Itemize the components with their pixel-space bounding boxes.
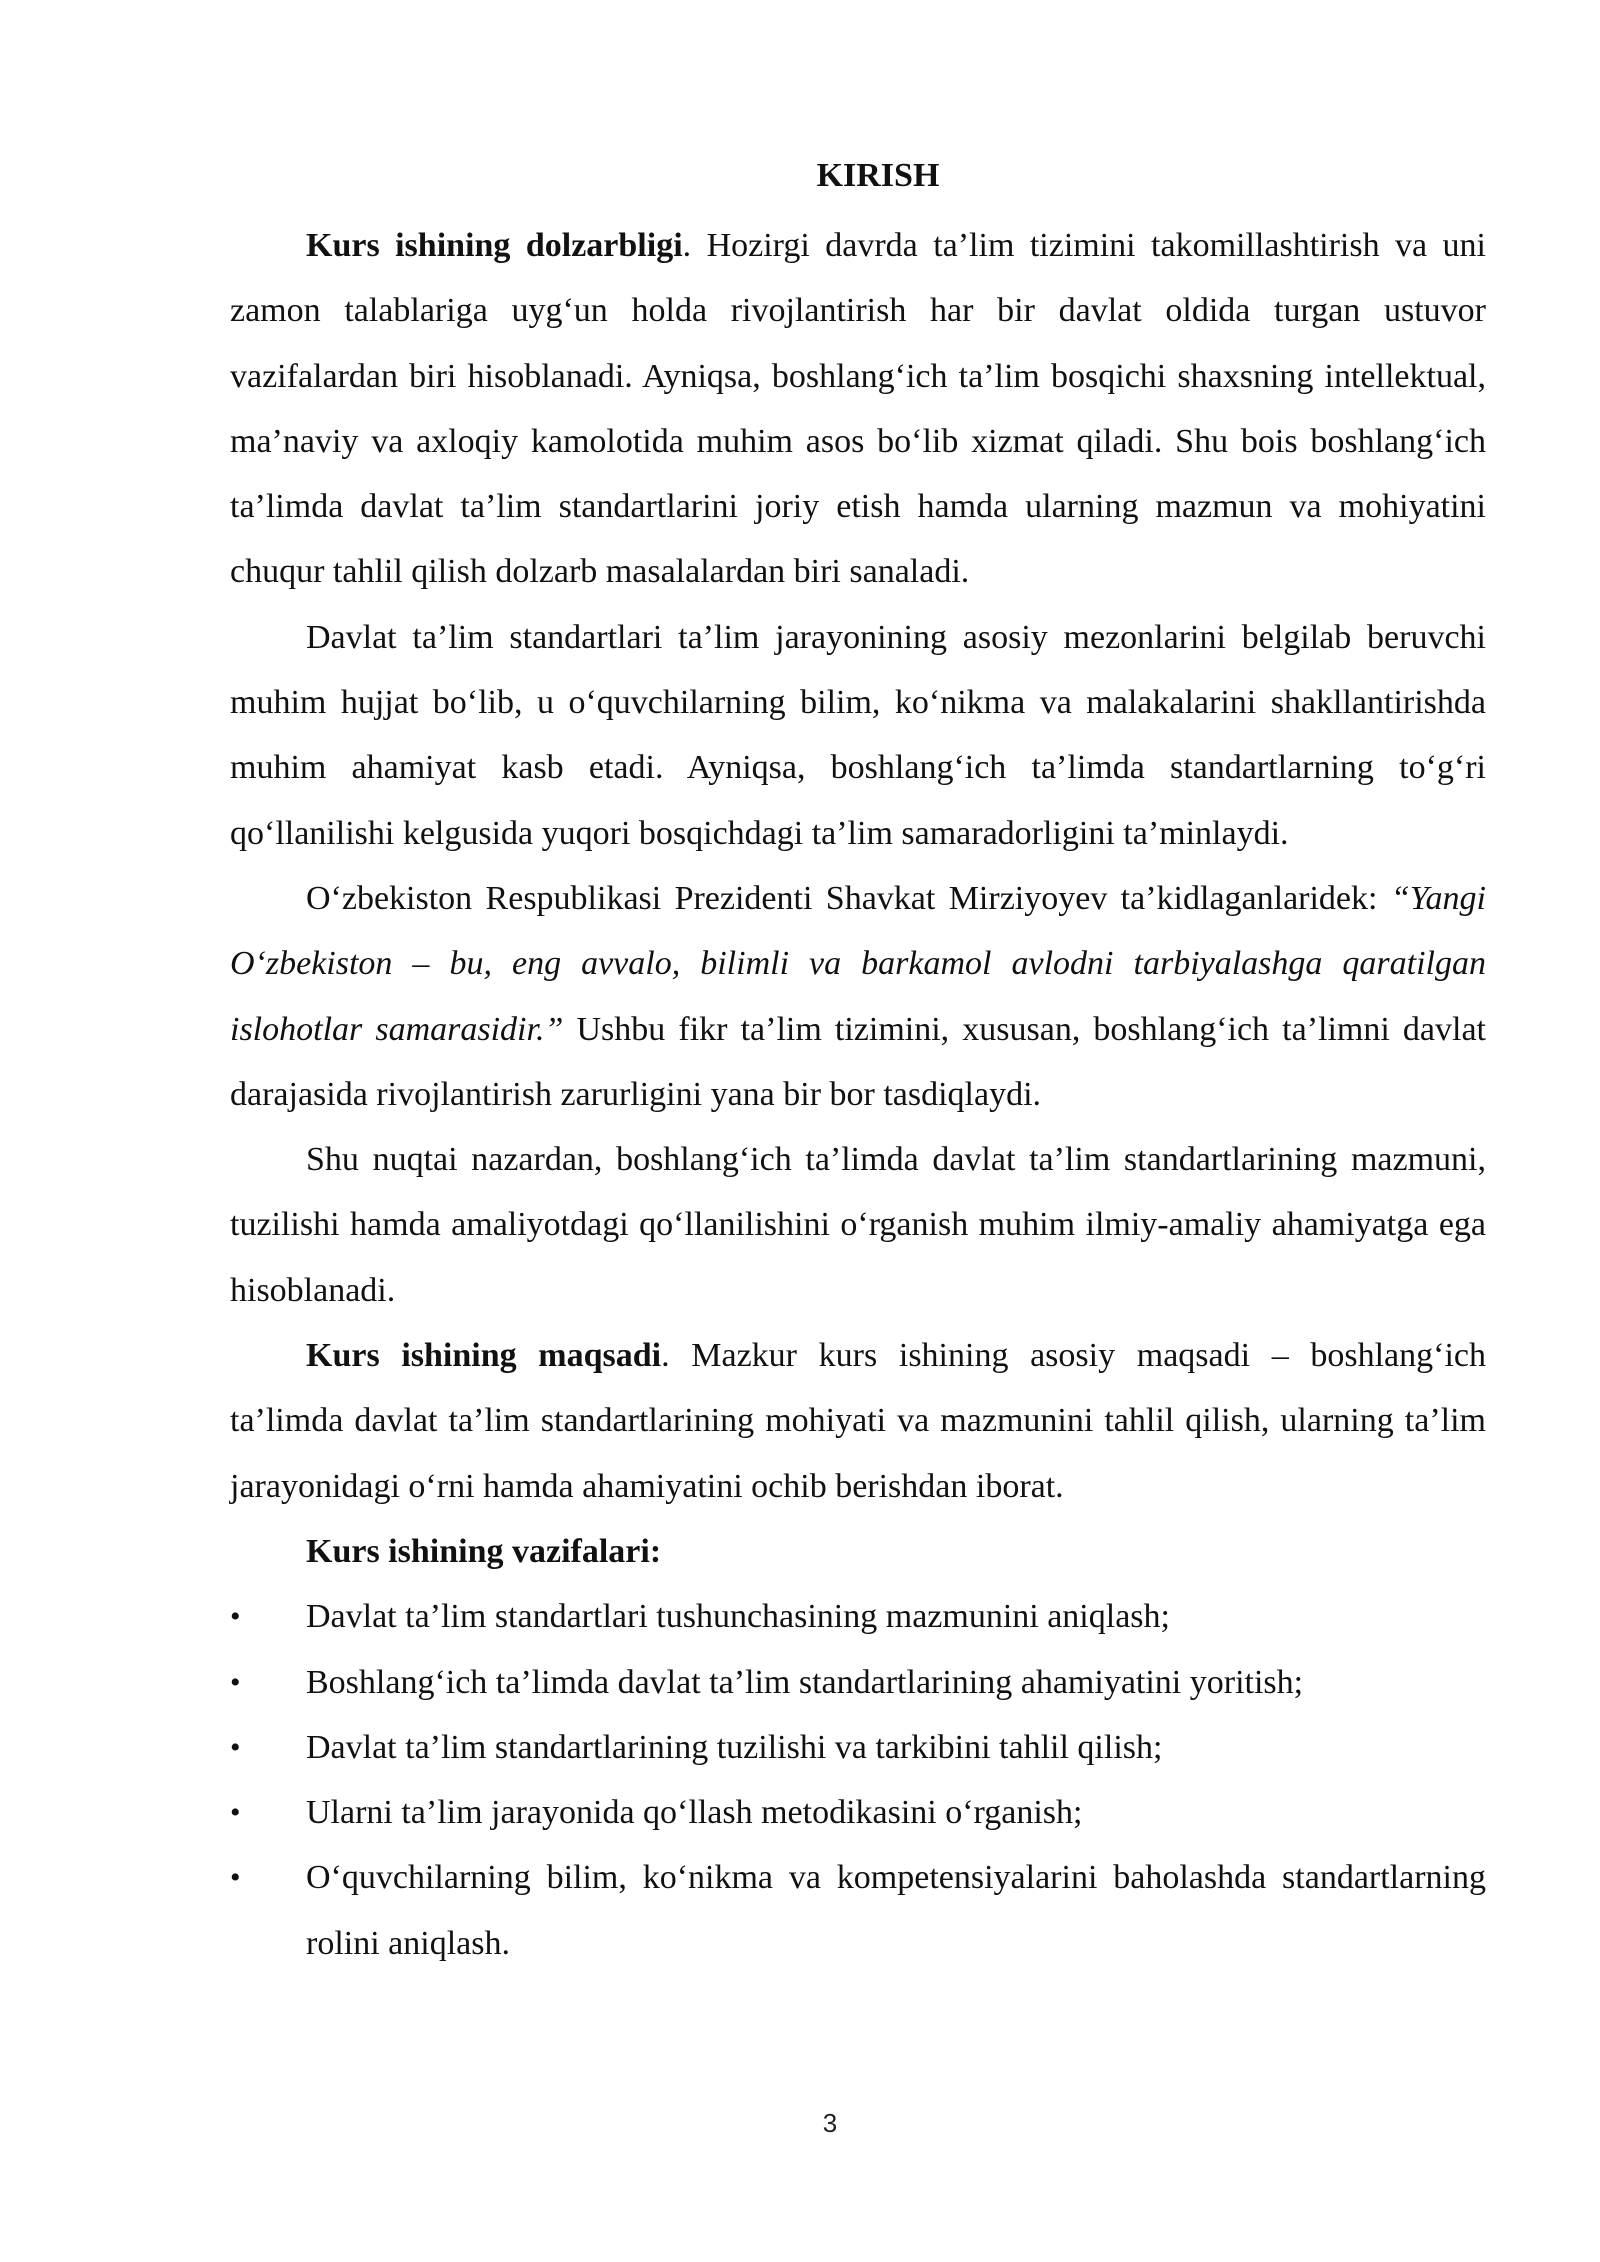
goal-text: . Mazkur kurs ishining asosiy maqsadi – boshlang‘ich ta’limda davlat ta’lim standartlarining mohiyati va mazmunini tahlil qilish, ularning ta’lim jarayonidagi o‘rni hamda ahamiyatini ochib berishdan iborat.	[230, 1337, 1486, 1505]
paragraph-relevance	[230, 213, 1486, 605]
list-item	[230, 1715, 1486, 1780]
list-item	[230, 1650, 1486, 1715]
paragraph-viewpoint	[230, 1127, 1486, 1323]
paragraph-quote	[230, 866, 1486, 1127]
page-content	[230, 148, 1486, 1976]
bullet-icon: •	[230, 1730, 241, 1764]
bullet-icon: •	[230, 1861, 241, 1895]
quote-intro: O‘zbekiston Respublikasi Prezidenti Shavkat Mirziyoyev ta’kidlaganlaridek:	[306, 879, 1391, 917]
list-item-text: O‘quvchilarning bilim, ko‘nikma va kompetensiyalarini baholashda standartlarning rolini aniqlash.	[306, 1859, 1486, 1962]
goal-heading: Kurs ishining maqsadi	[306, 1337, 662, 1375]
president-quote: “Yangi O‘zbekiston – bu, eng avvalo, bilimli va barkamol avlodni tarbiyalashga qaratilgan islohotlar samarasidir.”	[230, 879, 1486, 1048]
relevance-text: . Hozirgi davrda ta’lim tizimini takomillashtirish va uni zamon talablariga uyg‘un holda rivojlantirish har bir davlat oldida turgan ustuvor vazifalardan biri hisoblanadi. Ayniqsa, boshlang‘ich ta’lim bosqichi shaxsning intellektual, ma’naviy va axloqiy kamolotida muhim asos bo‘lib xizmat qiladi. Shu bois boshlang‘ich ta’limda davlat ta’lim standartlarini joriy etish hamda ularning mazmun va mohiyatini chuqur tahlil qilish dolzarb masalalardan biri sanaladi.	[230, 227, 1486, 591]
list-item	[230, 1584, 1486, 1649]
list-item	[230, 1780, 1486, 1845]
viewpoint-text: Shu nuqtai nazardan, boshlang‘ich ta’limda davlat ta’lim standartlarining mazmuni, tuzilishi hamda amaliyotdagi qo‘llanilishini o‘rganish muhim ilmiy-amaliy ahamiyatga ega hisoblanadi.	[230, 1141, 1486, 1309]
page-number: 3	[822, 2108, 838, 2138]
standards-text: Davlat ta’lim standartlari ta’lim jarayonining asosiy mezonlarini belgilab beruvchi muhim hujjat bo‘lib, u o‘quvchilarning bilim, ko‘nikma va malakalarini shakllantirishda muhim ahamiyat kasb etadi. Ayniqsa, boshlang‘ich ta’limda standartlarning to‘g‘ri qo‘llanilishi kelgusida yuqori bosqichdagi ta’lim samaradorligini ta’minlaydi.	[230, 618, 1486, 852]
tasks-list	[230, 1584, 1486, 1976]
list-item-text: Ularni ta’lim jarayonida qo‘llash metodikasini o‘rganish;	[306, 1794, 1083, 1832]
bullet-icon: •	[230, 1665, 241, 1699]
bullet-icon: •	[230, 1600, 241, 1634]
list-item-text: Davlat ta’lim standartlari tushunchasining mazmunini aniqlash;	[306, 1598, 1170, 1636]
paragraph-standards	[230, 605, 1486, 866]
list-item-text: Davlat ta’lim standartlarining tuzilishi va tarkibini tahlil qilish;	[306, 1728, 1163, 1766]
page-title: KIRISH	[816, 157, 940, 194]
tasks-heading: Kurs ishining vazifalari:	[306, 1532, 662, 1570]
list-item-text: Boshlang‘ich ta’limda davlat ta’lim standartlarining ahamiyatini yoritish;	[306, 1663, 1304, 1701]
bullet-icon: •	[230, 1796, 241, 1830]
paragraph-goal	[230, 1323, 1486, 1519]
quote-commentary: Ushbu fikr ta’lim tizimini, xususan, boshlang‘ich ta’limni davlat darajasida rivojlantirish zarurligini yana bir bor tasdiqlaydi.	[230, 1010, 1486, 1113]
list-item	[230, 1845, 1486, 1976]
relevance-heading: Kurs ishining dolzarbligi	[306, 227, 683, 264]
